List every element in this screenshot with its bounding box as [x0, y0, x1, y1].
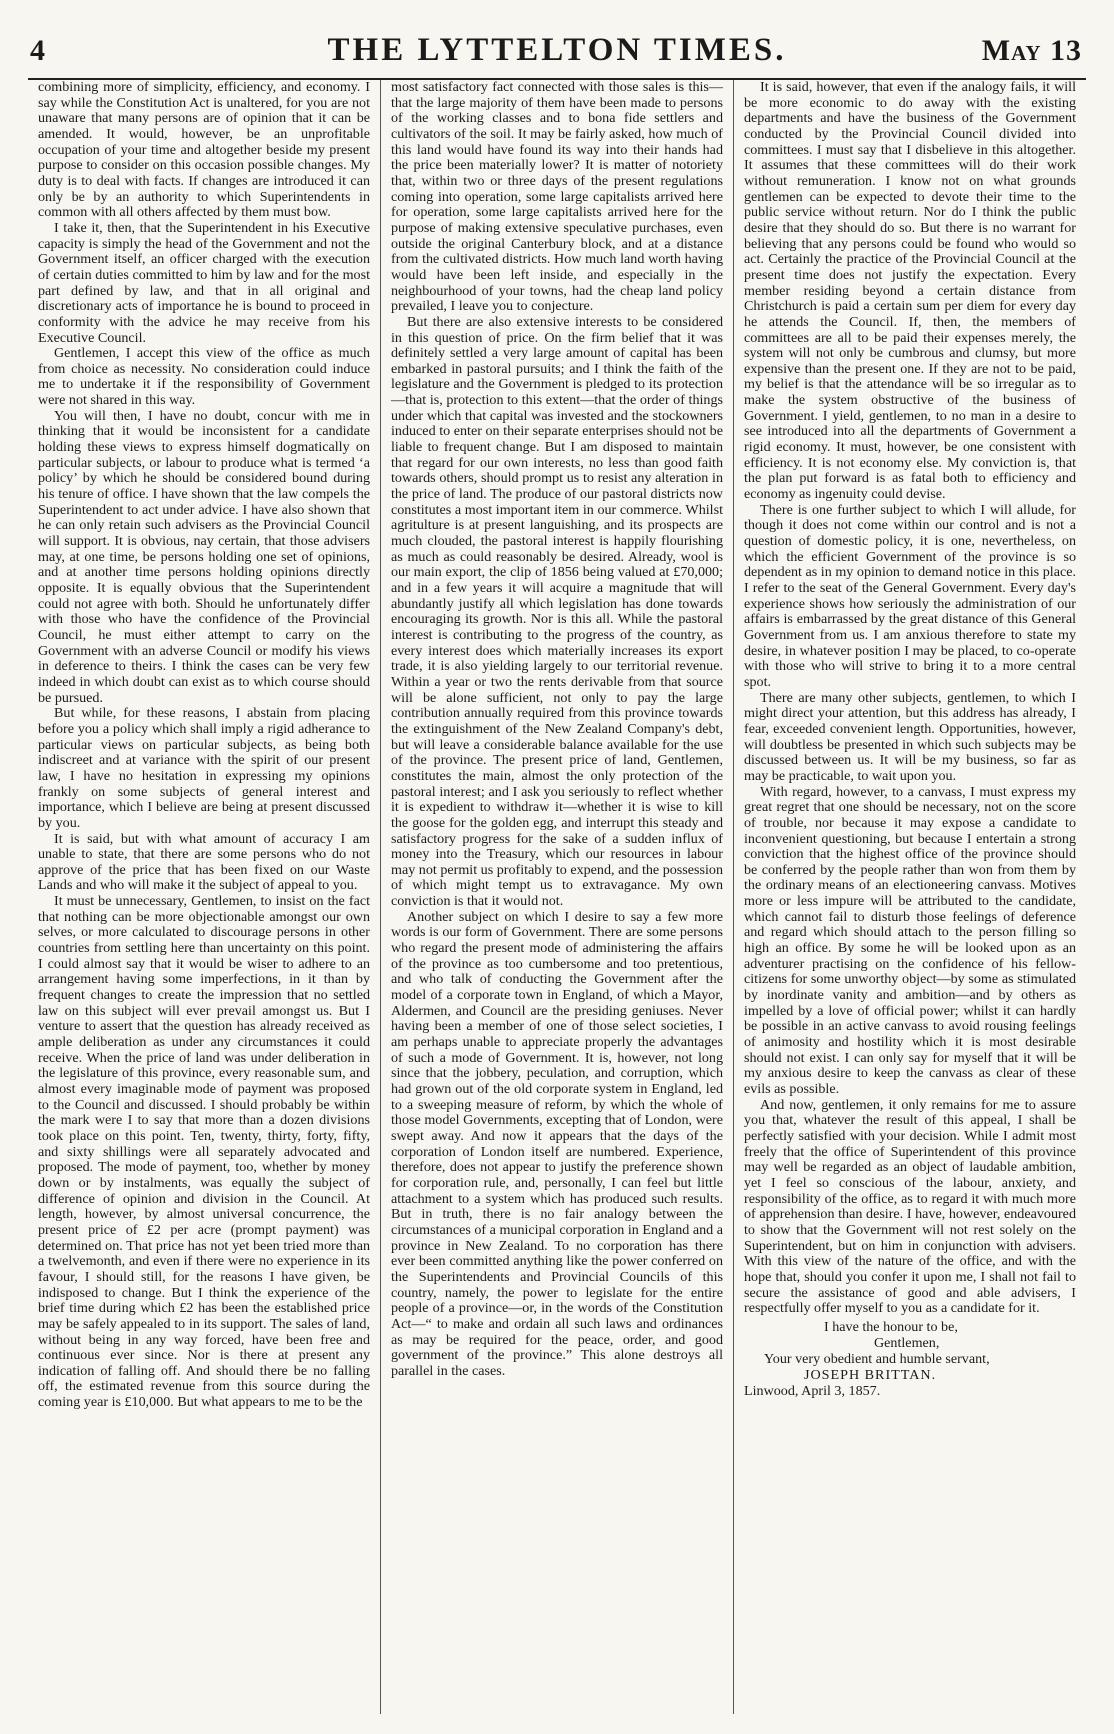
paragraph: It must be unnecessary, Gentlemen, to insist on the fact that nothing can be more objectionable amongst our own selves, or more calculated to discourage persons in other countries from settling here than uncertainty on this point. I could almost say that it would be wiser to adhere to an arrangement having some imperfections, in it than by frequent changes to create the impression that no settled law on this subject will ever prevail amongst us. But I venture to assert that the question has already received as ample deliberation as under any circumstances it could receive. When the price of land was under deliberation in the legislature of this province, every reasonable sum, and almost every imaginable mode of payment was proposed to the Council and discussed. I should probably be within the mark were I to say that more than a dozen divisions took place on this point. Ten, twenty, thirty, forty, fifty, and sixty shillings were all separately advocated and proposed. The mode of payment, too, whether by money down or by instalments, was equally the subject of difference of opinion and division in the Council. At length, however, by almost universal concurrence, the present price of £2 per acre (prompt payment) was determined on. That price has not yet been tried more than a twelvemonth, and even if there were no experience in its favour, I should still, for the reasons I have given, be indisposed to change. But I think the experience of the brief time during which £2 has been the established price may be safely appealed to in its support. The sales of land, without being in any way forced, have been free and continuous ever since. Nor is there at present any indication of falling off. And should there be no falling off, the estimated revenue from this source during the coming year is £10,000. But what appears to me to be the: [38, 893, 370, 1411]
closing-line: Gentlemen,: [874, 1334, 940, 1351]
dateline: Linwood, April 3, 1857.: [744, 1382, 881, 1399]
paragraph: You will then, I have no doubt, concur with me in thinking that it would be inconsistent for a candidate holding these views to express himself dogmatically on particular subjects, or labour to produce what is termed ‘a policy’ by which he should be considered bound during his tenure of office. I have shown that the law compels the Superintendent to act under advice. I have also shown that he can only retain such advisers as the Provincial Council will support. It is obvious, nay certain, that those advisers may, at one time, be persons holding one set of opinions, and at another time persons holding opinions directly opposite. It is equally obvious that the Superintendent could not agree with both. Should he unfortunately differ with those who have the confidence of the Provincial Council, he must either attempt to carry on the Government with an adverse Council or modify his views in deference to theirs. I think the cases can be very few indeed in which doubt can exist as to which course should be pursued.: [38, 407, 370, 706]
signature-name: JOSEPH BRITTAN.: [804, 1366, 937, 1383]
newspaper-title: THE LYTTELTON TIMES.: [327, 32, 787, 68]
paragraph: I take it, then, that the Superintendent in his Executive capacity is simply the head of the Government and not the Government itself, an officer charged with the execution of certain duties committed to him by law and for the most part defined by law, and that in all original and discretionary acts of importance he is bound to proceed in conformity with the advice he may receive from his Executive Council.: [38, 219, 370, 346]
paragraph: most satisfactory fact connected with those sales is this—that the large majority of them have been made to persons of the working classes and to bona fide settlers and cultivators of the soil. It may be fairly asked, how much of this land would have found its way into their hands had the price been materially lower? It is matter of notoriety that, within two or three days of the present regulations coming into operation, some large capitalists arrived here for operation, some large capitalists arrived here for the purpose of making extensive speculative purchases, even outside the original Canterbury block, and at a distance from the cultivated districts. How much land worth having would have been left inside, and especially in the neighbourhood of your towns, had the cheap land policy prevailed, I leave you to conjecture.: [391, 80, 723, 315]
issue-date: May 13: [981, 34, 1082, 67]
article-columns: [28, 80, 1086, 1714]
paragraph: With regard, however, to a canvass, I must express my great regret that one should be necessary, not on the score of trouble, nor because it may expose a candidate to inconvenient questioning, but because I entertain a strong conviction that the highest office of the province should be conferred by the people rather than won from them by the ordinary means of an electioneering canvass. Motives more or less impure will be attributed to the candidate, which cannot fail to disturb those feelings of deference and regard which should attach to the person filling so high an office. By some he will be looked upon as an adventurer practising on the confidence of his fellow-citizens for some unworthy object—by some as stimulated by inordinate vanity and ambition—and by others as impelled by a love of official power; whilst it can hardly be possible in an active canvass to avoid rousing feelings of animosity and hostility which it is most desirable should not exist. I can only say for myself that it will be my anxious desire to keep the canvass as clear of these evils as possible.: [744, 783, 1076, 1097]
column-3: [733, 80, 1086, 1714]
paragraph: There are many other subjects, gentlemen, to which I might direct your attention, but this address has already, I fear, exceeded convenient length. Opportunities, however, will doubtless be presented in which such subjects may be discussed between us. It will be my business, so far as may be practicable, to wait upon you.: [744, 689, 1076, 784]
closing-line: Your very obedient and humble servant,: [764, 1350, 990, 1367]
paragraph: And now, gentlemen, it only remains for me to assure you that, whatever the result of this appeal, I shall be perfectly satisfied with your decision. While I admit most freely that the office of Superintendent of this province may well be regarded as an object of laudable ambition, yet I feel so conscious of the labour, anxiety, and responsibility of the office, as to regard it with much more of apprehension than desire. I have, however, endeavoured to show that the Government will not rest solely on the Superintendent, but on him in conjunction with advisers. With this view of the nature of the office, and with the hope that, should you confer it upon me, I shall not fail to secure the assistance of good and able advisers, I respectfully offer myself to you as a candidate for it.: [744, 1096, 1076, 1317]
paragraph: But while, for these reasons, I abstain from placing before you a policy which shall imply a rigid adherance to particular views on particular subjects, as being both indiscreet and at variance with the spirit of our present law, I have no hesitation in expressing my opinions frankly on some subjects of general interest and importance, which I believe are being at present discussed by you.: [38, 705, 370, 831]
masthead: [28, 28, 1086, 80]
paragraph: Another subject on which I desire to say a few more words is our form of Government. There are some persons who regard the present mode of administering the affairs of the province as too cumbersome and too pretentious, and who talk of conducting the Government after the model of a corporate town in England, of which a Mayor, Aldermen, and Council are the presiding geniuses. Never having been a member of one of those select societies, I am perhaps unable to appreciate properly the advantages of such a mode of Government. It is, however, not long since that the jobbery, peculation, and corruption, which had grown out of the old corporate system in England, led to a sweeping measure of reform, by which the whole of those model Governments, excepting that of London, were swept away. And now it appears that the days of the corporation of London itself are numbered. Experience, therefore, does not appear to justify the preference shown for corporation rule, and, personally, I can feel but little attachment to a system which has produced such results. But in truth, there is no fair analogy between the circumstances of a municipal corporation in England and a province in New Zealand. To no corporation has there ever been committed anything like the power conferred on the Superintendents and Provincial Councils of this country, namely, the power to legislate for the entire people of a province—or, in the words of the Constitution Act—“ to make and ordain all such laws and ordinances as may be required for the peace, order, and good government of the province.” This alone destroys all parallel in the cases.: [391, 908, 723, 1379]
column-1: [28, 80, 380, 1714]
paragraph: It is said, but with what amount of accuracy I am unable to state, that there are some persons who do not approve of the price that has been fixed on our Waste Lands and who will make it the subject of appeal to you.: [38, 830, 370, 894]
paragraph: Gentlemen, I accept this view of the office as much from choice as necessity. No consideration could induce me to undertake it if the responsibility of Government were not shared in this way.: [38, 345, 370, 409]
paragraph: It is said, however, that even if the analogy fails, it will be more economic to do away with the existing departments and have the business of the Government conducted by the Provincial Council divided into committees. I must say that I disbelieve in this altogether. It assumes that these committees will do their work without remuneration. I know not on what grounds gentlemen can be expected to devote their time to the public service without return. Nor do I think the public desire that they should do so. But there is no warrant for believing that any persons could be found who would so act. Certainly the practice of the Provincial Council at the present time does not justify the expectation. Every member residing beyond a certain distance from Christchurch is paid a certain sum per diem for every day he attends the Council. If, then, the members of committees are all to be paid their expenses merely, the system will not only be cumbrous and clumsy, but more expensive than the present one. If they are not to be paid, my belief is that the attendance will be so irregular as to make the system obstructive of the business of Government. I yield, gentlemen, to no man in a desire to see introduced into all the departments of Government a rigid economy. It must, however, be one consistent with efficiency. It is not economy else. My conviction is, that the plan put forward is as fatal both to efficiency and economy as ingenuity could devise.: [744, 80, 1076, 503]
closing-line: I have the honour to be,: [824, 1318, 958, 1335]
column-2: [380, 80, 733, 1714]
paragraph: But there are also extensive interests to be considered in this question of price. On the firm belief that it was definitely settled a very large amount of capital has been embarked in pastoral pursuits; and I think the faith of the legislature and the Government is pledged to its protection—that is, protection to this extent—that the order of things under which that capital was invested and the stockowners induced to enter on their separate enterprises should not be liable to frequent change. But I am disposed to maintain that regard for our own interests, no less than good faith towards others, should prompt us to resist any alteration in the price of land. The produce of our pastoral districts now constitutes a most important item in our commerce. Whilst agritulture is at present languishing, and its prospects are much clouded, the pastoral interest is happily flourishing as much as could reasonably be desired. Already, wool is our main export, the clip of 1856 being valued at £70,000; and in a few years it will acquire a magnitude that will abundantly justify all which legislation has done towards encouraging its growth. Nor is this all. While the pastoral interest is contributing to the progress of the country, as every interest does which materially increases its export trade, it is also yielding largely to our territorial revenue. Within a year or two the rents derivable from that source will be alone sufficient, not only to pay the large contribution annually required from this province towards the extinguishment of the New Zealand Company's debt, but will leave a considerable balance available for the use of the province. The present price of land, Gentlemen, constitutes the main, almost the only protection of the pastoral interest; and I ask you seriously to reflect whether it is expedient to withdraw it—whether it is wise to kill the goose for the golden egg, and interrupt this steady and satisfactory progress for the sake of a sudden influx of money into the Treasury, which our resources in labour may not permit us profitably to expend, and the possession of which might tempt us to extravagance. My own conviction is that it would not.: [391, 313, 723, 910]
paragraph: combining more of simplicity, efficiency, and economy. I say while the Constitution Act is unaltered, for you are not unaware that many persons are of opinion that it can be amended. It would, however, be an unprofitable occupation of your time and altogether beside my present purpose to consider on this occasion possible changes. My duty is to deal with facts. If changes are introduced it can only be by an authority to which Superintendents in common with all others affected by them must bow.: [38, 80, 370, 221]
letter-closing: [744, 1319, 1076, 1399]
paragraph: There is one further subject to which I will allude, for though it does not come within our control and is not a question of domestic policy, it is one, nevertheless, on which the efficient Government of the province is so dependent as in my opinion to demand notice in this place. I refer to the seat of the General Government. Every day's experience shows how seriously the administration of our affairs is embarrassed by the great distance of this General Government from us. I am anxious therefore to state my desire, in whatever position I may be placed, to co-operate with those who will strive to bring it to a more central spot.: [744, 501, 1076, 690]
page-number: 4: [30, 34, 45, 67]
